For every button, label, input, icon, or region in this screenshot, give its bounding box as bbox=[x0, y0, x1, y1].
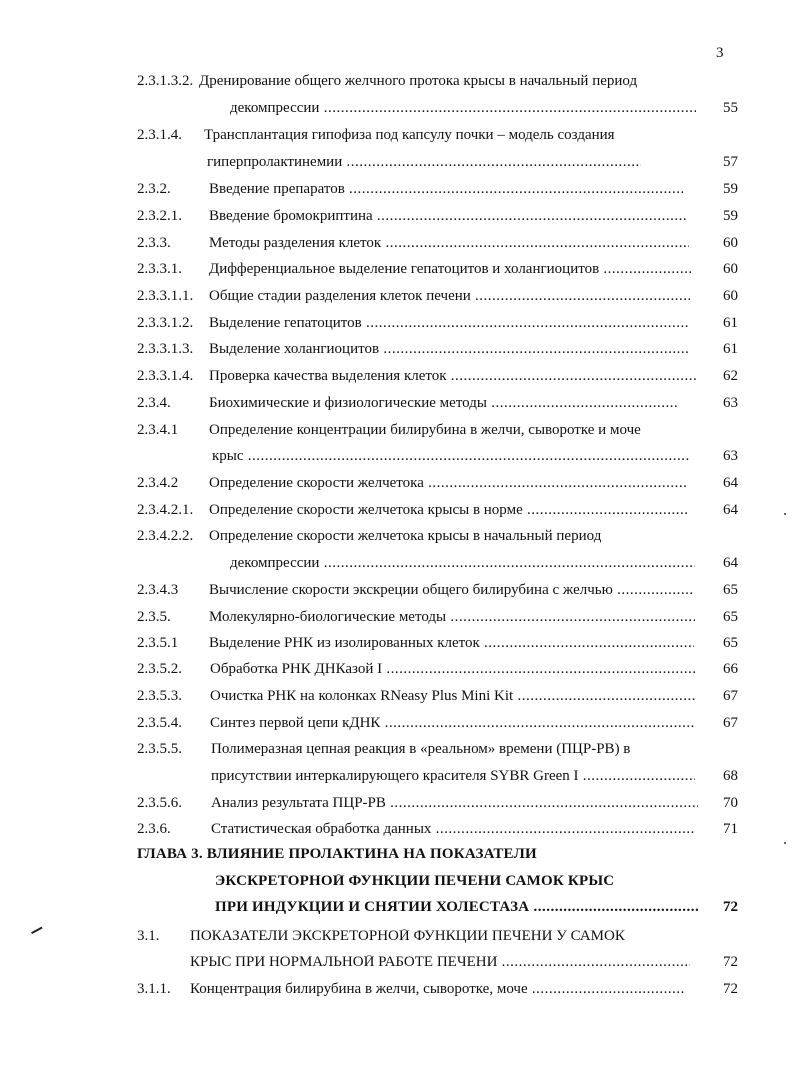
toc-entry-title: Концентрация билирубина в желчи, сыворотке, моче ..... bbox=[190, 982, 686, 1000]
toc-entry-title: Выделение холангиоцитов ..... bbox=[209, 342, 689, 360]
toc-entry-title: Выделение РНК из изолированных клеток ..... bbox=[209, 636, 694, 654]
toc-entry-page: 60 bbox=[723, 288, 738, 304]
toc-entry-page: 64 bbox=[723, 555, 738, 571]
toc-entry-line bbox=[0, 289, 792, 307]
toc-entry-line bbox=[0, 529, 792, 547]
toc-entry-number: 2.3.4. bbox=[137, 395, 171, 411]
toc-entry-title: ПРИ ИНДУКЦИИ И СНЯТИИ ХОЛЕСТАЗА ..... bbox=[215, 900, 698, 918]
toc-entry-page: 61 bbox=[723, 341, 738, 357]
toc-entry-page: 60 bbox=[723, 235, 738, 251]
toc-entry-page: 60 bbox=[723, 261, 738, 277]
toc-entry-title: Биохимические и физиологические методы ..... bbox=[209, 396, 677, 414]
toc-entry-page: 68 bbox=[723, 768, 738, 784]
toc-entry-line bbox=[0, 396, 792, 414]
toc-entry-line bbox=[0, 874, 792, 892]
toc-entry-title: Полимеразная цепная реакция в «реальном» времени (ПЦР-РВ) в bbox=[211, 742, 631, 757]
toc-entry-title: Определение скорости желчетока ..... bbox=[209, 476, 688, 494]
toc-entry-title: Дифференциальное выделение гепатоцитов и холангиоцитов ..... bbox=[209, 262, 691, 280]
toc-entry-number: 2.3.3.1.2. bbox=[137, 315, 194, 331]
toc-entry-title: присутствии интеркалирующего красителя SYBR Green I ..... bbox=[211, 769, 695, 787]
toc-entry-page: 71 bbox=[723, 821, 738, 837]
toc-entry-number: 2.3.3.1.4. bbox=[137, 368, 194, 384]
toc-entry-line bbox=[0, 369, 792, 387]
toc-entry-page: 65 bbox=[723, 609, 738, 625]
toc-entry-line bbox=[0, 900, 792, 918]
toc-entry-number: 2.3.5. bbox=[137, 609, 171, 625]
toc-entry-page: 57 bbox=[723, 154, 738, 170]
toc-entry-page: 66 bbox=[723, 661, 738, 677]
toc-entry-number: 2.3.5.1 bbox=[137, 635, 179, 651]
toc-entry-page: 59 bbox=[723, 208, 738, 224]
toc-entry-title: Определение концентрации билирубина в желчи, сыворотке и моче bbox=[209, 423, 641, 438]
toc-entry-line bbox=[0, 769, 792, 787]
toc-entry-title: декомпрессии ..... bbox=[230, 101, 696, 119]
toc-entry-line bbox=[0, 689, 792, 707]
toc-entry-title: КРЫС ПРИ НОРМАЛЬНОЙ РАБОТЕ ПЕЧЕНИ ..... bbox=[190, 955, 690, 973]
toc-entry-number: 3.1. bbox=[137, 928, 160, 944]
toc-entry-page: 72 bbox=[723, 954, 738, 970]
toc-entry-title: Определение скорости желчетока крысы в начальный период bbox=[209, 529, 602, 544]
toc-entry-title: Введение бромокриптина ..... bbox=[209, 209, 686, 227]
toc-entry-title: Синтез первой цепи кДНК ..... bbox=[210, 716, 696, 734]
toc-entry-line bbox=[0, 929, 792, 947]
toc-entry-line bbox=[0, 556, 792, 574]
toc-entry-line bbox=[0, 155, 792, 173]
toc-entry-title: ЭКСКРЕТОРНОЙ ФУНКЦИИ ПЕЧЕНИ САМОК КРЫС bbox=[215, 874, 615, 889]
toc-entry-page: 59 bbox=[723, 181, 738, 197]
toc-entry-line bbox=[0, 796, 792, 814]
toc-entry-line bbox=[0, 955, 792, 973]
toc-entry-title: Введение препаратов ..... bbox=[209, 182, 683, 200]
toc-entry-number: 2.3.2. bbox=[137, 181, 171, 197]
toc-entry-title: ПОКАЗАТЕЛИ ЭКСКРЕТОРНОЙ ФУНКЦИИ ПЕЧЕНИ У САМОК bbox=[190, 929, 625, 944]
toc-entry-number: 2.3.4.2.1. bbox=[137, 502, 194, 518]
toc-entry-page: 72 bbox=[723, 981, 738, 997]
toc-entry-title: Обработка РНК ДНКазой I ..... bbox=[210, 662, 697, 680]
toc-entry-page: 64 bbox=[723, 475, 738, 491]
toc-entry-title: Методы разделения клеток ..... bbox=[209, 236, 689, 254]
toc-entry-line bbox=[0, 742, 792, 760]
toc-entry-line bbox=[0, 262, 792, 280]
toc-entry-number: 2.3.4.2 bbox=[137, 475, 179, 491]
toc-entry-number: 2.3.6. bbox=[137, 821, 171, 837]
toc-entry-line bbox=[0, 182, 792, 200]
page-number: 3 bbox=[716, 45, 724, 61]
toc-entry-title: Выделение гепатоцитов ..... bbox=[209, 316, 689, 334]
toc-entry-line bbox=[0, 503, 792, 521]
toc-entry-line bbox=[0, 636, 792, 654]
toc-entry-page: 64 bbox=[723, 502, 738, 518]
toc-entry-title: Трансплантация гипофиза под капсулу почки – модель создания bbox=[204, 128, 615, 143]
toc-entry-number: 2.3.2.1. bbox=[137, 208, 182, 224]
toc-entry-line bbox=[0, 476, 792, 494]
toc-entry-title: декомпрессии ..... bbox=[230, 556, 695, 574]
toc-entry-title: Молекулярно-биологические методы ..... bbox=[209, 610, 695, 628]
toc-entry-number: 2.3.3.1.1. bbox=[137, 288, 194, 304]
toc-entry-page: 72 bbox=[723, 899, 738, 915]
toc-entry-title: Анализ результата ПЦР-РВ ..... bbox=[211, 796, 698, 814]
toc-entry-line bbox=[0, 236, 792, 254]
toc-entry-number: 2.3.5.4. bbox=[137, 715, 182, 731]
toc-entry-title: Общие стадии разделения клеток печени ..... bbox=[209, 289, 690, 307]
toc-entry-number: 2.3.5.3. bbox=[137, 688, 182, 704]
toc-entry-line bbox=[0, 847, 792, 865]
toc-entry-title: Статистическая обработка данных ..... bbox=[211, 822, 695, 840]
toc-entry-number: 2.3.3.1. bbox=[137, 261, 182, 277]
toc-entry-title: Вычисление скорости экскреции общего билирубина с желчью ..... bbox=[209, 583, 694, 601]
toc-entry-number: 2.3.4.3 bbox=[137, 582, 179, 598]
toc-entry-line bbox=[0, 716, 792, 734]
toc-entry-number: 3.1.1. bbox=[137, 981, 171, 997]
toc-entry-number: 2.3.1.4. bbox=[137, 127, 182, 143]
scan-speck bbox=[784, 513, 786, 515]
toc-entry-title: гиперпролактинемии ..... bbox=[207, 155, 641, 173]
scan-speck bbox=[784, 842, 786, 844]
toc-entry-line bbox=[0, 423, 792, 441]
toc-entry-line bbox=[0, 662, 792, 680]
toc-entry-number: 2.3.4.2.2. bbox=[137, 528, 194, 544]
toc-entry-line bbox=[0, 822, 792, 840]
toc-entry-line bbox=[0, 583, 792, 601]
toc-entry-page: 67 bbox=[723, 688, 738, 704]
toc-entry-line bbox=[0, 316, 792, 334]
toc-entry-line bbox=[0, 982, 792, 1000]
toc-entry-line bbox=[0, 128, 792, 146]
toc-entry-page: 70 bbox=[723, 795, 738, 811]
toc-entry-line bbox=[0, 610, 792, 628]
toc-entry-title: ГЛАВА 3. ВЛИЯНИЕ ПРОЛАКТИНА НА ПОКАЗАТЕЛИ bbox=[137, 847, 537, 862]
toc-entry-number: 2.3.3.1.3. bbox=[137, 341, 194, 357]
toc-entry-line bbox=[0, 342, 792, 360]
toc-entry-title: Очистка РНК на колонках RNeasy Plus Mini Kit ..... bbox=[210, 689, 697, 707]
toc-entry-page: 63 bbox=[723, 395, 738, 411]
toc-entry-number: 2.3.3. bbox=[137, 235, 171, 251]
toc-entry-page: 65 bbox=[723, 635, 738, 651]
toc-entry-number: 2.3.5.5. bbox=[137, 741, 182, 757]
toc-entry-number: 2.3.1.3.2. bbox=[137, 73, 194, 89]
toc-entry-title: Определение скорости желчетока крысы в норме ..... bbox=[209, 503, 688, 521]
toc-entry-page: 67 bbox=[723, 715, 738, 731]
toc-entry-number: 2.3.5.6. bbox=[137, 795, 182, 811]
toc-entry-line bbox=[0, 209, 792, 227]
toc-entry-page: 65 bbox=[723, 582, 738, 598]
toc-entry-number: 2.3.4.1 bbox=[137, 422, 179, 438]
toc-entry-title: крыс ..... bbox=[212, 449, 689, 467]
toc-entry-title: Дренирование общего желчного протока крысы в начальный период bbox=[199, 74, 638, 89]
toc-entry-page: 62 bbox=[723, 368, 738, 384]
toc-entry-page: 55 bbox=[723, 100, 738, 116]
toc-entry-line bbox=[0, 74, 792, 92]
toc-entry-line bbox=[0, 449, 792, 467]
toc-entry-page: 63 bbox=[723, 448, 738, 464]
toc-entry-line bbox=[0, 101, 792, 119]
toc-entry-number: 2.3.5.2. bbox=[137, 661, 182, 677]
toc-entry-title: Проверка качества выделения клеток ..... bbox=[209, 369, 697, 387]
toc-entry-page: 61 bbox=[723, 315, 738, 331]
